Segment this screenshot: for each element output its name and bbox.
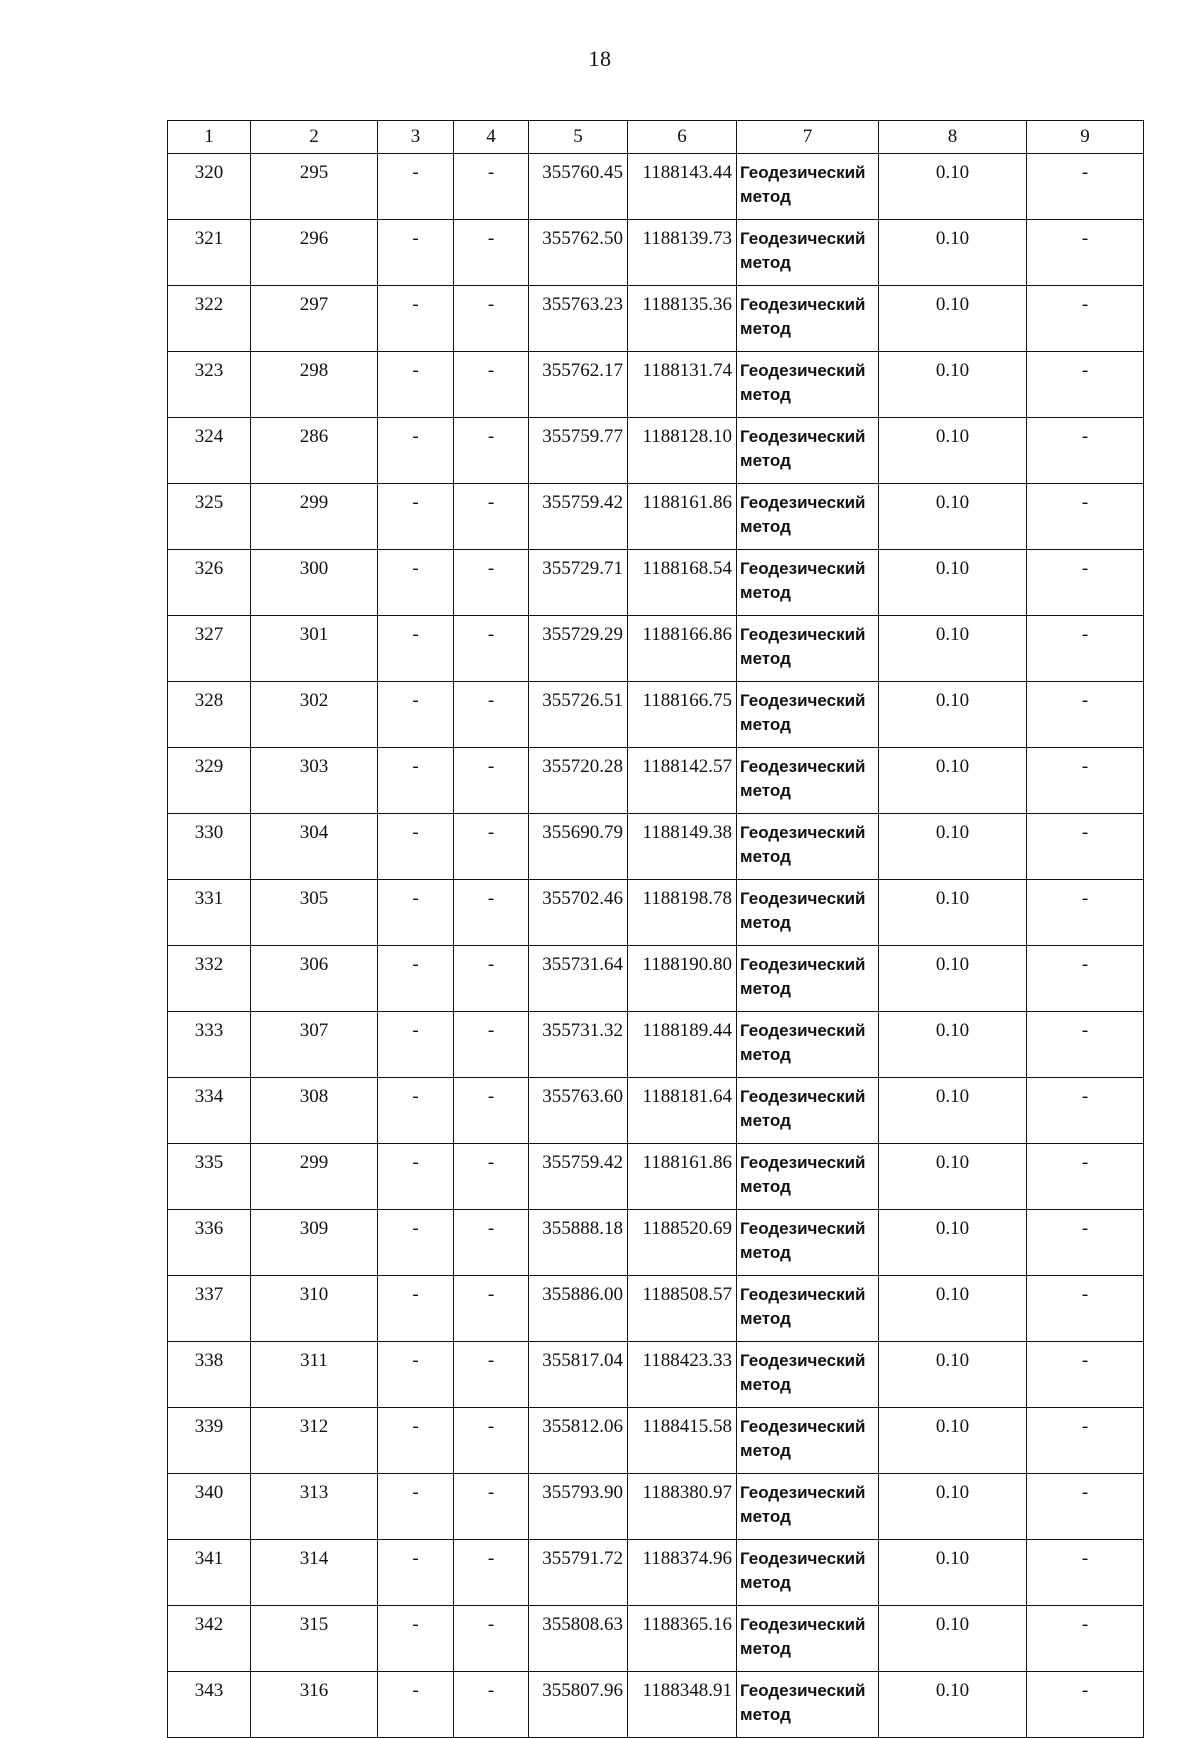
cell-col3: - xyxy=(378,1276,454,1342)
page-number: 18 xyxy=(588,46,612,71)
cell-col9: - xyxy=(1027,682,1144,748)
cell-point-number: 331 xyxy=(168,880,251,946)
cell-col4: - xyxy=(454,1078,529,1144)
cell-y-coordinate: 1188520.69 xyxy=(628,1210,737,1276)
cell-x-coordinate: 355729.29 xyxy=(529,616,628,682)
cell-method: Геодезический метод xyxy=(737,1210,879,1276)
cell-prev-number: 315 xyxy=(251,1606,378,1672)
cell-y-coordinate: 1188380.97 xyxy=(628,1474,737,1540)
cell-method: Геодезический метод xyxy=(737,1078,879,1144)
cell-method: Геодезический метод xyxy=(737,946,879,1012)
cell-y-coordinate: 1188161.86 xyxy=(628,484,737,550)
column-header-1: 1 xyxy=(168,121,251,154)
cell-accuracy: 0.10 xyxy=(879,880,1027,946)
cell-col3: - xyxy=(378,286,454,352)
cell-col9: - xyxy=(1027,220,1144,286)
cell-method: Геодезический метод xyxy=(737,1606,879,1672)
table-row xyxy=(168,1672,1144,1738)
cell-col4: - xyxy=(454,748,529,814)
cell-point-number: 341 xyxy=(168,1540,251,1606)
cell-prev-number: 314 xyxy=(251,1540,378,1606)
cell-col3: - xyxy=(378,1144,454,1210)
column-header-9: 9 xyxy=(1027,121,1144,154)
cell-y-coordinate: 1188189.44 xyxy=(628,1012,737,1078)
cell-x-coordinate: 355812.06 xyxy=(529,1408,628,1474)
table-row xyxy=(168,1078,1144,1144)
cell-col3: - xyxy=(378,1012,454,1078)
cell-y-coordinate: 1188131.74 xyxy=(628,352,737,418)
cell-method: Геодезический метод xyxy=(737,748,879,814)
cell-point-number: 338 xyxy=(168,1342,251,1408)
cell-point-number: 322 xyxy=(168,286,251,352)
cell-prev-number: 308 xyxy=(251,1078,378,1144)
cell-accuracy: 0.10 xyxy=(879,352,1027,418)
cell-col9: - xyxy=(1027,814,1144,880)
cell-col3: - xyxy=(378,1210,454,1276)
cell-col4: - xyxy=(454,1144,529,1210)
cell-col4: - xyxy=(454,1672,529,1738)
coordinates-table xyxy=(167,120,1144,1738)
cell-accuracy: 0.10 xyxy=(879,1210,1027,1276)
cell-point-number: 321 xyxy=(168,220,251,286)
cell-y-coordinate: 1188168.54 xyxy=(628,550,737,616)
table-row xyxy=(168,1540,1144,1606)
cell-y-coordinate: 1188423.33 xyxy=(628,1342,737,1408)
cell-col9: - xyxy=(1027,1012,1144,1078)
cell-accuracy: 0.10 xyxy=(879,1012,1027,1078)
cell-method: Геодезический метод xyxy=(737,1342,879,1408)
cell-x-coordinate: 355760.45 xyxy=(529,154,628,220)
cell-point-number: 323 xyxy=(168,352,251,418)
cell-col4: - xyxy=(454,1210,529,1276)
column-header-4: 4 xyxy=(454,121,529,154)
cell-method: Геодезический метод xyxy=(737,682,879,748)
cell-y-coordinate: 1188348.91 xyxy=(628,1672,737,1738)
cell-accuracy: 0.10 xyxy=(879,220,1027,286)
cell-x-coordinate: 355726.51 xyxy=(529,682,628,748)
cell-x-coordinate: 355720.28 xyxy=(529,748,628,814)
cell-col4: - xyxy=(454,286,529,352)
cell-accuracy: 0.10 xyxy=(879,1606,1027,1672)
cell-col3: - xyxy=(378,1078,454,1144)
cell-col4: - xyxy=(454,880,529,946)
cell-y-coordinate: 1188181.64 xyxy=(628,1078,737,1144)
table-row xyxy=(168,1210,1144,1276)
cell-prev-number: 306 xyxy=(251,946,378,1012)
cell-y-coordinate: 1188139.73 xyxy=(628,220,737,286)
table-row xyxy=(168,1606,1144,1672)
cell-col3: - xyxy=(378,550,454,616)
cell-col9: - xyxy=(1027,1408,1144,1474)
cell-col3: - xyxy=(378,682,454,748)
cell-col9: - xyxy=(1027,1276,1144,1342)
table-row xyxy=(168,748,1144,814)
cell-prev-number: 313 xyxy=(251,1474,378,1540)
cell-x-coordinate: 355793.90 xyxy=(529,1474,628,1540)
cell-col3: - xyxy=(378,1672,454,1738)
cell-point-number: 329 xyxy=(168,748,251,814)
table-row xyxy=(168,616,1144,682)
cell-col9: - xyxy=(1027,352,1144,418)
cell-accuracy: 0.10 xyxy=(879,286,1027,352)
cell-prev-number: 310 xyxy=(251,1276,378,1342)
column-header-7: 7 xyxy=(737,121,879,154)
cell-x-coordinate: 355731.64 xyxy=(529,946,628,1012)
cell-accuracy: 0.10 xyxy=(879,1276,1027,1342)
table-row xyxy=(168,418,1144,484)
cell-prev-number: 311 xyxy=(251,1342,378,1408)
cell-col4: - xyxy=(454,946,529,1012)
cell-col4: - xyxy=(454,1342,529,1408)
cell-col4: - xyxy=(454,616,529,682)
table-row xyxy=(168,1276,1144,1342)
cell-accuracy: 0.10 xyxy=(879,1540,1027,1606)
cell-prev-number: 307 xyxy=(251,1012,378,1078)
cell-accuracy: 0.10 xyxy=(879,1342,1027,1408)
cell-col3: - xyxy=(378,880,454,946)
cell-x-coordinate: 355762.17 xyxy=(529,352,628,418)
cell-col9: - xyxy=(1027,880,1144,946)
cell-col9: - xyxy=(1027,286,1144,352)
cell-point-number: 325 xyxy=(168,484,251,550)
cell-col4: - xyxy=(454,550,529,616)
cell-col9: - xyxy=(1027,418,1144,484)
cell-method: Геодезический метод xyxy=(737,1012,879,1078)
cell-x-coordinate: 355762.50 xyxy=(529,220,628,286)
cell-y-coordinate: 1188365.16 xyxy=(628,1606,737,1672)
cell-prev-number: 299 xyxy=(251,1144,378,1210)
cell-col9: - xyxy=(1027,1210,1144,1276)
cell-col3: - xyxy=(378,1606,454,1672)
cell-col3: - xyxy=(378,616,454,682)
cell-accuracy: 0.10 xyxy=(879,484,1027,550)
cell-point-number: 335 xyxy=(168,1144,251,1210)
cell-col4: - xyxy=(454,1474,529,1540)
table-row xyxy=(168,880,1144,946)
cell-x-coordinate: 355808.63 xyxy=(529,1606,628,1672)
cell-y-coordinate: 1188128.10 xyxy=(628,418,737,484)
cell-col4: - xyxy=(454,154,529,220)
cell-col9: - xyxy=(1027,616,1144,682)
cell-point-number: 342 xyxy=(168,1606,251,1672)
table-row xyxy=(168,286,1144,352)
cell-col9: - xyxy=(1027,1078,1144,1144)
column-header-2: 2 xyxy=(251,121,378,154)
cell-col3: - xyxy=(378,748,454,814)
table-row xyxy=(168,154,1144,220)
cell-prev-number: 297 xyxy=(251,286,378,352)
table-header xyxy=(168,121,1144,154)
cell-accuracy: 0.10 xyxy=(879,682,1027,748)
cell-prev-number: 312 xyxy=(251,1408,378,1474)
cell-col3: - xyxy=(378,352,454,418)
cell-accuracy: 0.10 xyxy=(879,1078,1027,1144)
cell-prev-number: 296 xyxy=(251,220,378,286)
table-row xyxy=(168,352,1144,418)
cell-col4: - xyxy=(454,1408,529,1474)
cell-method: Геодезический метод xyxy=(737,1540,879,1606)
cell-method: Геодезический метод xyxy=(737,814,879,880)
cell-method: Геодезический метод xyxy=(737,484,879,550)
cell-point-number: 334 xyxy=(168,1078,251,1144)
cell-col9: - xyxy=(1027,1606,1144,1672)
cell-point-number: 332 xyxy=(168,946,251,1012)
cell-col3: - xyxy=(378,1540,454,1606)
cell-col4: - xyxy=(454,352,529,418)
cell-x-coordinate: 355763.23 xyxy=(529,286,628,352)
cell-accuracy: 0.10 xyxy=(879,154,1027,220)
cell-x-coordinate: 355702.46 xyxy=(529,880,628,946)
cell-col3: - xyxy=(378,484,454,550)
cell-col4: - xyxy=(454,1276,529,1342)
cell-prev-number: 303 xyxy=(251,748,378,814)
cell-y-coordinate: 1188166.75 xyxy=(628,682,737,748)
cell-prev-number: 316 xyxy=(251,1672,378,1738)
cell-col4: - xyxy=(454,814,529,880)
cell-col4: - xyxy=(454,1606,529,1672)
cell-y-coordinate: 1188142.57 xyxy=(628,748,737,814)
cell-prev-number: 299 xyxy=(251,484,378,550)
cell-accuracy: 0.10 xyxy=(879,418,1027,484)
cell-point-number: 337 xyxy=(168,1276,251,1342)
table-row xyxy=(168,946,1144,1012)
table-row xyxy=(168,1144,1144,1210)
cell-col3: - xyxy=(378,220,454,286)
cell-method: Геодезический метод xyxy=(737,1474,879,1540)
cell-method: Геодезический метод xyxy=(737,220,879,286)
cell-col9: - xyxy=(1027,1144,1144,1210)
cell-accuracy: 0.10 xyxy=(879,550,1027,616)
cell-x-coordinate: 355807.96 xyxy=(529,1672,628,1738)
cell-y-coordinate: 1188143.44 xyxy=(628,154,737,220)
cell-col9: - xyxy=(1027,1540,1144,1606)
cell-method: Геодезический метод xyxy=(737,286,879,352)
cell-x-coordinate: 355886.00 xyxy=(529,1276,628,1342)
cell-col4: - xyxy=(454,1540,529,1606)
cell-col4: - xyxy=(454,1012,529,1078)
cell-point-number: 328 xyxy=(168,682,251,748)
cell-method: Геодезический метод xyxy=(737,352,879,418)
column-header-8: 8 xyxy=(879,121,1027,154)
cell-col4: - xyxy=(454,418,529,484)
cell-accuracy: 0.10 xyxy=(879,946,1027,1012)
cell-col9: - xyxy=(1027,946,1144,1012)
cell-y-coordinate: 1188374.96 xyxy=(628,1540,737,1606)
cell-accuracy: 0.10 xyxy=(879,1672,1027,1738)
cell-y-coordinate: 1188508.57 xyxy=(628,1276,737,1342)
cell-method: Геодезический метод xyxy=(737,418,879,484)
cell-method: Геодезический метод xyxy=(737,1276,879,1342)
cell-method: Геодезический метод xyxy=(737,1144,879,1210)
cell-point-number: 339 xyxy=(168,1408,251,1474)
cell-y-coordinate: 1188166.86 xyxy=(628,616,737,682)
cell-method: Геодезический метод xyxy=(737,1672,879,1738)
cell-method: Геодезический метод xyxy=(737,616,879,682)
cell-prev-number: 301 xyxy=(251,616,378,682)
cell-point-number: 320 xyxy=(168,154,251,220)
cell-col4: - xyxy=(454,220,529,286)
cell-point-number: 343 xyxy=(168,1672,251,1738)
cell-method: Геодезический метод xyxy=(737,550,879,616)
cell-col9: - xyxy=(1027,550,1144,616)
cell-point-number: 340 xyxy=(168,1474,251,1540)
cell-point-number: 333 xyxy=(168,1012,251,1078)
cell-prev-number: 309 xyxy=(251,1210,378,1276)
table-row xyxy=(168,1408,1144,1474)
cell-x-coordinate: 355888.18 xyxy=(529,1210,628,1276)
cell-prev-number: 286 xyxy=(251,418,378,484)
cell-x-coordinate: 355791.72 xyxy=(529,1540,628,1606)
table-body xyxy=(168,154,1144,1738)
cell-y-coordinate: 1188161.86 xyxy=(628,1144,737,1210)
cell-prev-number: 302 xyxy=(251,682,378,748)
cell-y-coordinate: 1188135.36 xyxy=(628,286,737,352)
cell-point-number: 336 xyxy=(168,1210,251,1276)
cell-x-coordinate: 355729.71 xyxy=(529,550,628,616)
table-row xyxy=(168,1342,1144,1408)
cell-col9: - xyxy=(1027,1342,1144,1408)
table-row xyxy=(168,550,1144,616)
cell-prev-number: 305 xyxy=(251,880,378,946)
cell-point-number: 330 xyxy=(168,814,251,880)
cell-prev-number: 304 xyxy=(251,814,378,880)
cell-x-coordinate: 355817.04 xyxy=(529,1342,628,1408)
cell-col3: - xyxy=(378,418,454,484)
cell-accuracy: 0.10 xyxy=(879,1144,1027,1210)
cell-col3: - xyxy=(378,154,454,220)
table-row xyxy=(168,814,1144,880)
table-row xyxy=(168,1474,1144,1540)
cell-point-number: 326 xyxy=(168,550,251,616)
cell-y-coordinate: 1188415.58 xyxy=(628,1408,737,1474)
cell-prev-number: 298 xyxy=(251,352,378,418)
cell-col3: - xyxy=(378,1342,454,1408)
cell-method: Геодезический метод xyxy=(737,154,879,220)
cell-col4: - xyxy=(454,484,529,550)
cell-accuracy: 0.10 xyxy=(879,1474,1027,1540)
cell-col4: - xyxy=(454,682,529,748)
cell-prev-number: 295 xyxy=(251,154,378,220)
table-row xyxy=(168,682,1144,748)
cell-y-coordinate: 1188149.38 xyxy=(628,814,737,880)
column-header-3: 3 xyxy=(378,121,454,154)
cell-y-coordinate: 1188190.80 xyxy=(628,946,737,1012)
cell-x-coordinate: 355759.42 xyxy=(529,1144,628,1210)
cell-x-coordinate: 355731.32 xyxy=(529,1012,628,1078)
cell-method: Геодезический метод xyxy=(737,1408,879,1474)
cell-col9: - xyxy=(1027,1474,1144,1540)
header-row xyxy=(168,121,1144,154)
column-header-5: 5 xyxy=(529,121,628,154)
cell-x-coordinate: 355763.60 xyxy=(529,1078,628,1144)
cell-col9: - xyxy=(1027,484,1144,550)
cell-col9: - xyxy=(1027,1672,1144,1738)
cell-accuracy: 0.10 xyxy=(879,814,1027,880)
table-row xyxy=(168,1012,1144,1078)
cell-point-number: 324 xyxy=(168,418,251,484)
cell-col3: - xyxy=(378,1474,454,1540)
cell-x-coordinate: 355690.79 xyxy=(529,814,628,880)
cell-col9: - xyxy=(1027,154,1144,220)
cell-point-number: 327 xyxy=(168,616,251,682)
cell-x-coordinate: 355759.42 xyxy=(529,484,628,550)
cell-col3: - xyxy=(378,814,454,880)
table-row xyxy=(168,484,1144,550)
cell-accuracy: 0.10 xyxy=(879,616,1027,682)
table-row xyxy=(168,220,1144,286)
cell-method: Геодезический метод xyxy=(737,880,879,946)
cell-x-coordinate: 355759.77 xyxy=(529,418,628,484)
cell-col3: - xyxy=(378,946,454,1012)
cell-col9: - xyxy=(1027,748,1144,814)
cell-prev-number: 300 xyxy=(251,550,378,616)
cell-accuracy: 0.10 xyxy=(879,748,1027,814)
cell-col3: - xyxy=(378,1408,454,1474)
column-header-6: 6 xyxy=(628,121,737,154)
cell-accuracy: 0.10 xyxy=(879,1408,1027,1474)
cell-y-coordinate: 1188198.78 xyxy=(628,880,737,946)
